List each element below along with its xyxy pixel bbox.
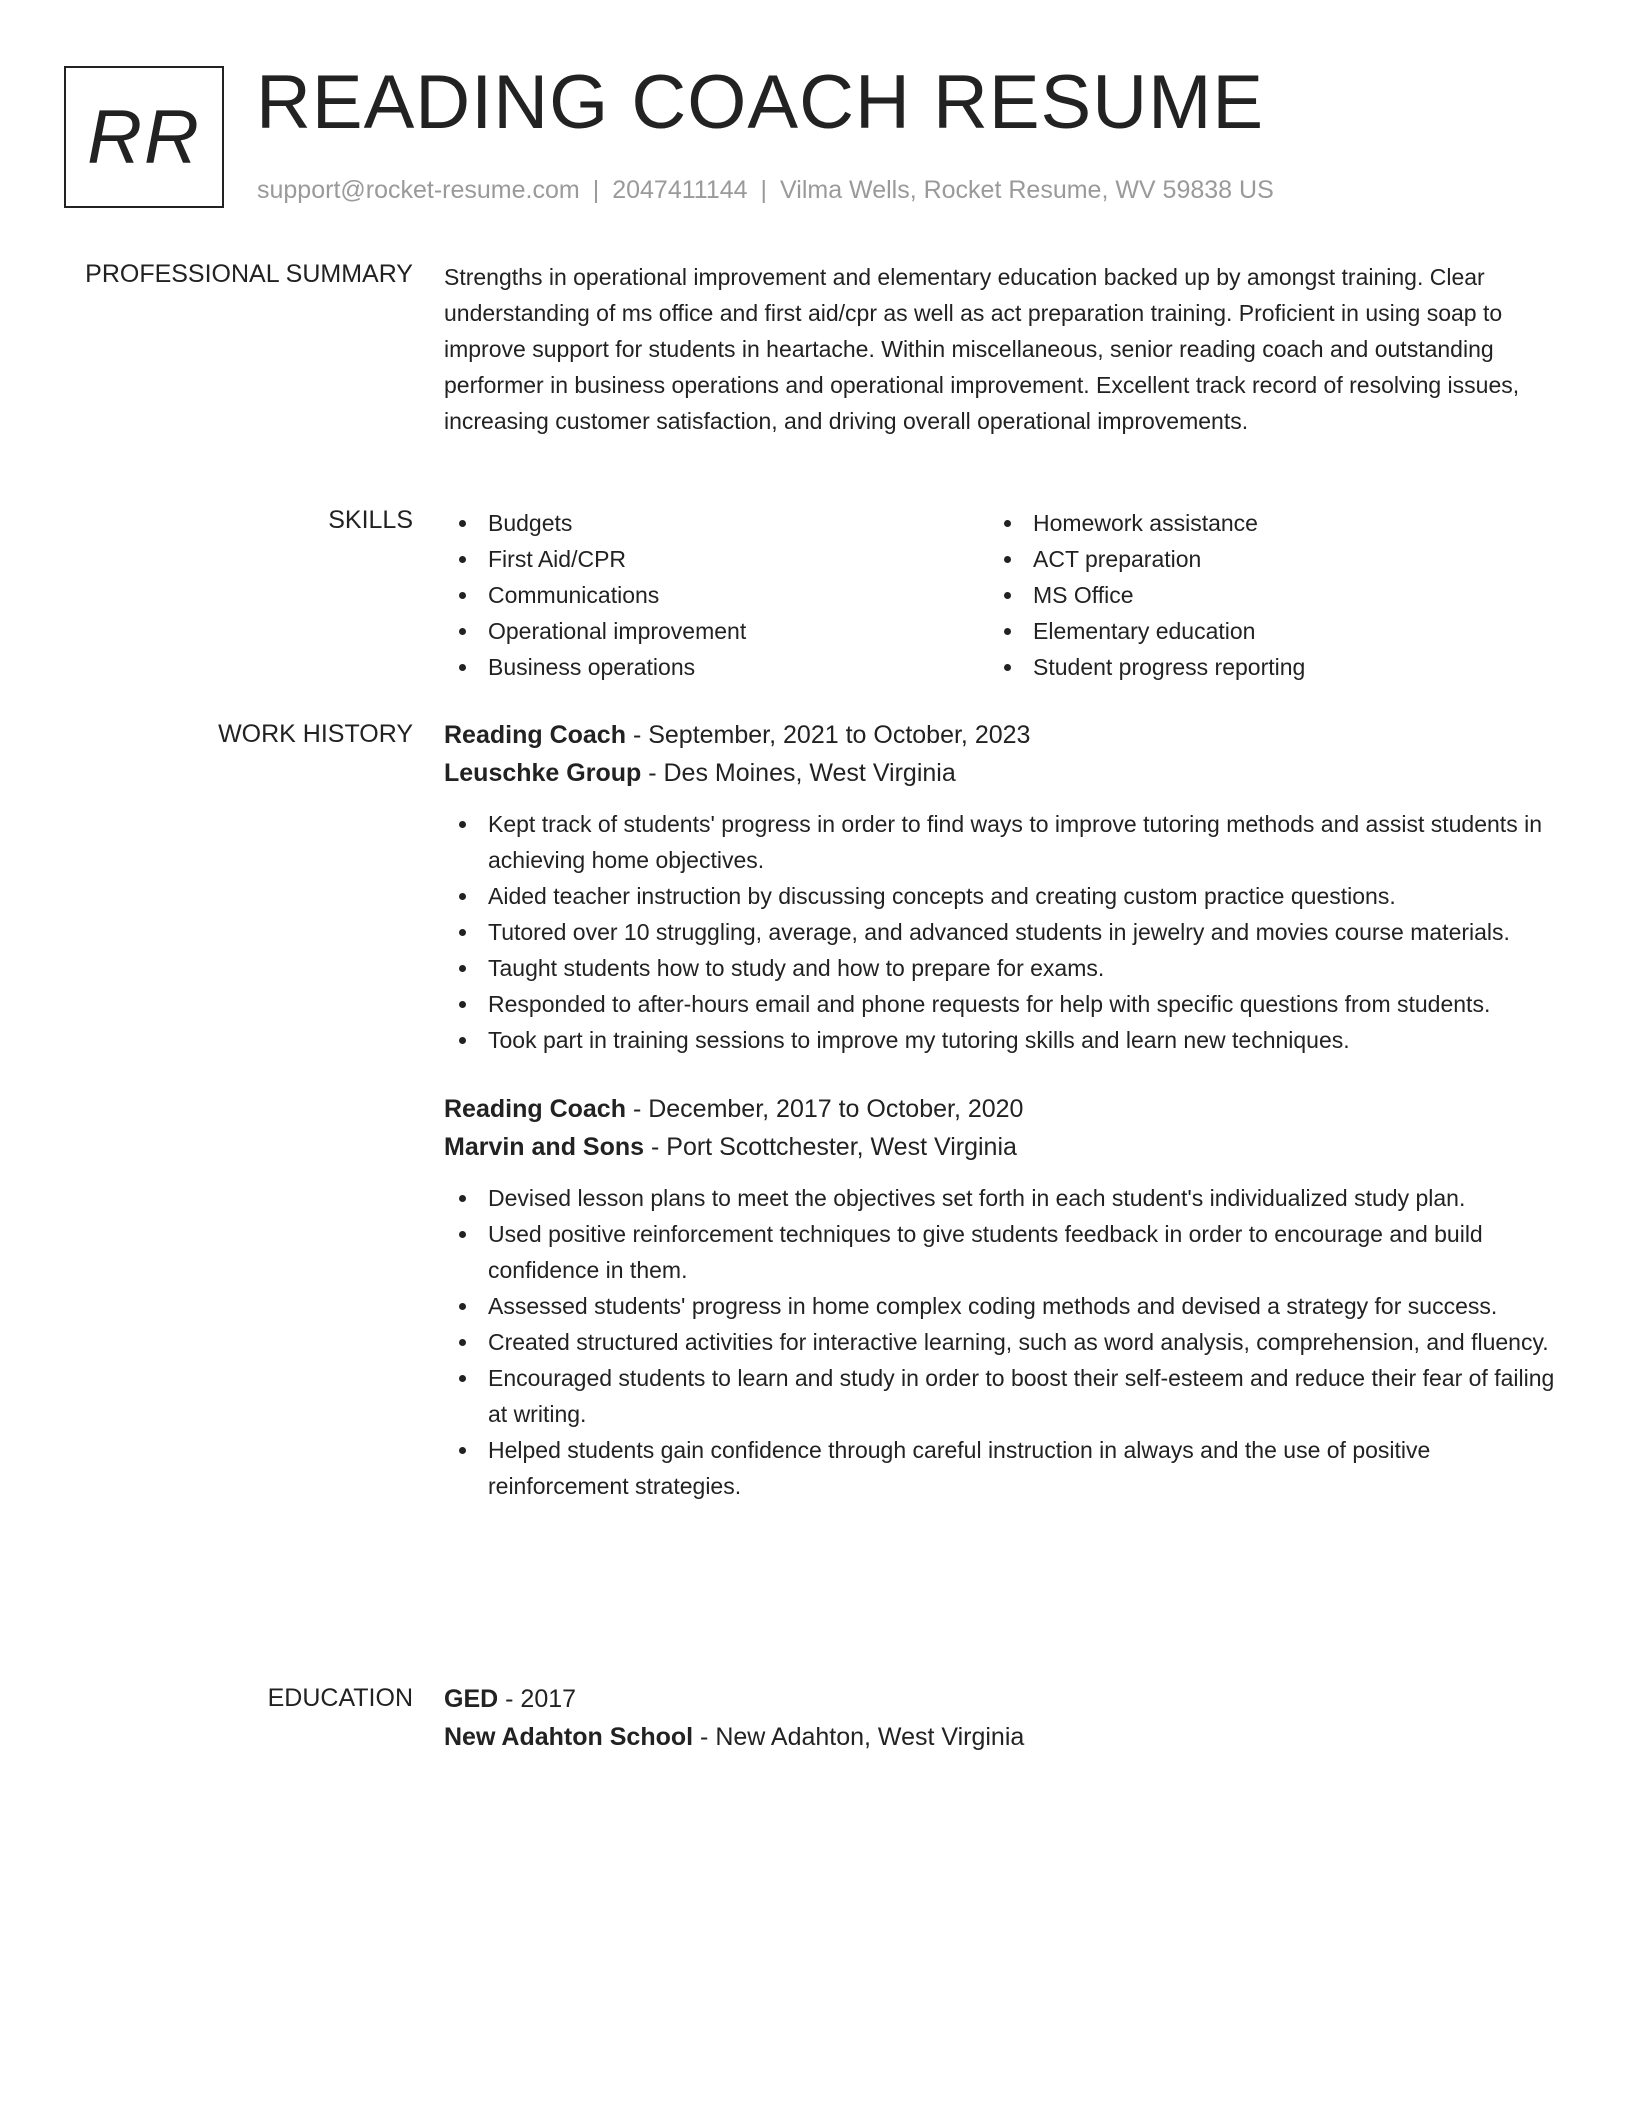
education-location: New Adahton, West Virginia <box>715 1723 1025 1751</box>
job-bullet: Created structured activities for interactive learning, such as word analysis, comprehension, and fluency. <box>444 1324 1556 1360</box>
job-bullet: Kept track of students' progress in order to find ways to improve tutoring methods and assist students in achieving home objectives. <box>444 806 1556 878</box>
job-bullet: Aided teacher instruction by discussing concepts and creating custom practice questions. <box>444 878 1556 914</box>
skill-item: Communications <box>444 577 989 613</box>
job-title-line <box>444 1090 1556 1128</box>
contact-address: Vilma Wells, Rocket Resume, WV 59838 US <box>780 176 1274 204</box>
skill-item: Student progress reporting <box>989 649 1534 685</box>
job-bullet: Encouraged students to learn and study in order to boost their self-esteem and reduce their fear of failing at writing. <box>444 1360 1556 1432</box>
education-body <box>444 1680 1556 1756</box>
job-bullet: Tutored over 10 struggling, average, and advanced students in jewelry and movies course materials. <box>444 914 1556 950</box>
job-bullet: Taught students how to study and how to prepare for exams. <box>444 950 1556 986</box>
job-bullet-list <box>444 1180 1556 1504</box>
skill-item: Operational improvement <box>444 613 989 649</box>
job-bullet: Took part in training sessions to improve my tutoring skills and learn new techniques. <box>444 1022 1556 1058</box>
education-school-line <box>444 1718 1556 1756</box>
job-bullet: Responded to after-hours email and phone requests for help with specific questions from students. <box>444 986 1556 1022</box>
dash: - <box>648 759 657 787</box>
skill-item: Budgets <box>444 505 989 541</box>
skill-item: ACT preparation <box>989 541 1534 577</box>
education-year: 2017 <box>520 1685 577 1713</box>
job-company: Marvin and Sons <box>444 1133 645 1161</box>
section-heading-skills: SKILLS <box>328 506 413 534</box>
contact-phone[interactable]: 2047411144 <box>612 176 748 204</box>
section-heading-summary: PROFESSIONAL SUMMARY <box>85 260 413 288</box>
skill-item: MS Office <box>989 577 1534 613</box>
skill-item: Elementary education <box>989 613 1534 649</box>
dash: - <box>700 1723 709 1751</box>
dash: - <box>632 721 642 749</box>
job-company: Leuschke Group <box>444 759 642 787</box>
summary-body <box>444 259 1556 439</box>
education-degree: GED <box>444 1685 499 1713</box>
job-dates: September, 2021 to October, 2023 <box>648 721 1031 749</box>
section-heading-work-history: WORK HISTORY <box>218 720 413 748</box>
job-entry <box>444 716 1556 1058</box>
skill-item: First Aid/CPR <box>444 541 989 577</box>
job-title: Reading Coach <box>444 721 626 749</box>
job-bullet: Devised lesson plans to meet the objectives set forth in each student's individualized study plan. <box>444 1180 1556 1216</box>
contact-email[interactable]: support@rocket-resume.com <box>257 176 580 204</box>
contact-separator: | <box>592 176 600 204</box>
summary-text: Strengths in operational improvement and elementary education backed up by amongst training. Clear understanding of ms office and first aid/cpr as well as act preparation training. Proficient in using soap to improve support for students in heartache. Within miscellaneous, senior reading coach and outstanding performer in business operations and operational improvement. Excellent track record of resolving issues, increasing customer satisfaction, and driving overall operational improvements. <box>444 264 1520 434</box>
job-location: Des Moines, West Virginia <box>663 759 956 787</box>
dash: - <box>505 1685 514 1713</box>
skills-body <box>444 505 1556 685</box>
job-title: Reading Coach <box>444 1095 626 1123</box>
education-degree-line <box>444 1680 1556 1718</box>
job-entry <box>444 1090 1556 1504</box>
job-bullet: Helped students gain confidence through careful instruction in always and the use of positive reinforcement strategies. <box>444 1432 1556 1504</box>
education-school: New Adahton School <box>444 1723 694 1751</box>
monogram-logo: RR <box>64 66 224 208</box>
skill-item: Business operations <box>444 649 989 685</box>
skills-list-right <box>989 505 1534 685</box>
contact-separator: | <box>760 176 768 204</box>
contact-line <box>257 174 1274 206</box>
job-bullet: Used positive reinforcement techniques to give students feedback in order to encourage and build confidence in them. <box>444 1216 1556 1288</box>
dash: - <box>651 1133 660 1161</box>
job-bullet-list <box>444 806 1556 1058</box>
job-bullet: Assessed students' progress in home complex coding methods and devised a strategy for success. <box>444 1288 1556 1324</box>
work-history-body <box>444 716 1556 1504</box>
skills-list-left <box>444 505 989 685</box>
dash: - <box>632 1095 642 1123</box>
job-location: Port Scottchester, West Virginia <box>666 1133 1017 1161</box>
job-title-line <box>444 716 1556 754</box>
job-company-line <box>444 1128 1556 1166</box>
job-dates: December, 2017 to October, 2020 <box>648 1095 1024 1123</box>
skill-item: Homework assistance <box>989 505 1534 541</box>
resume-title: READING COACH RESUME <box>256 60 1265 145</box>
job-company-line <box>444 754 1556 792</box>
section-heading-education: EDUCATION <box>267 1684 413 1712</box>
